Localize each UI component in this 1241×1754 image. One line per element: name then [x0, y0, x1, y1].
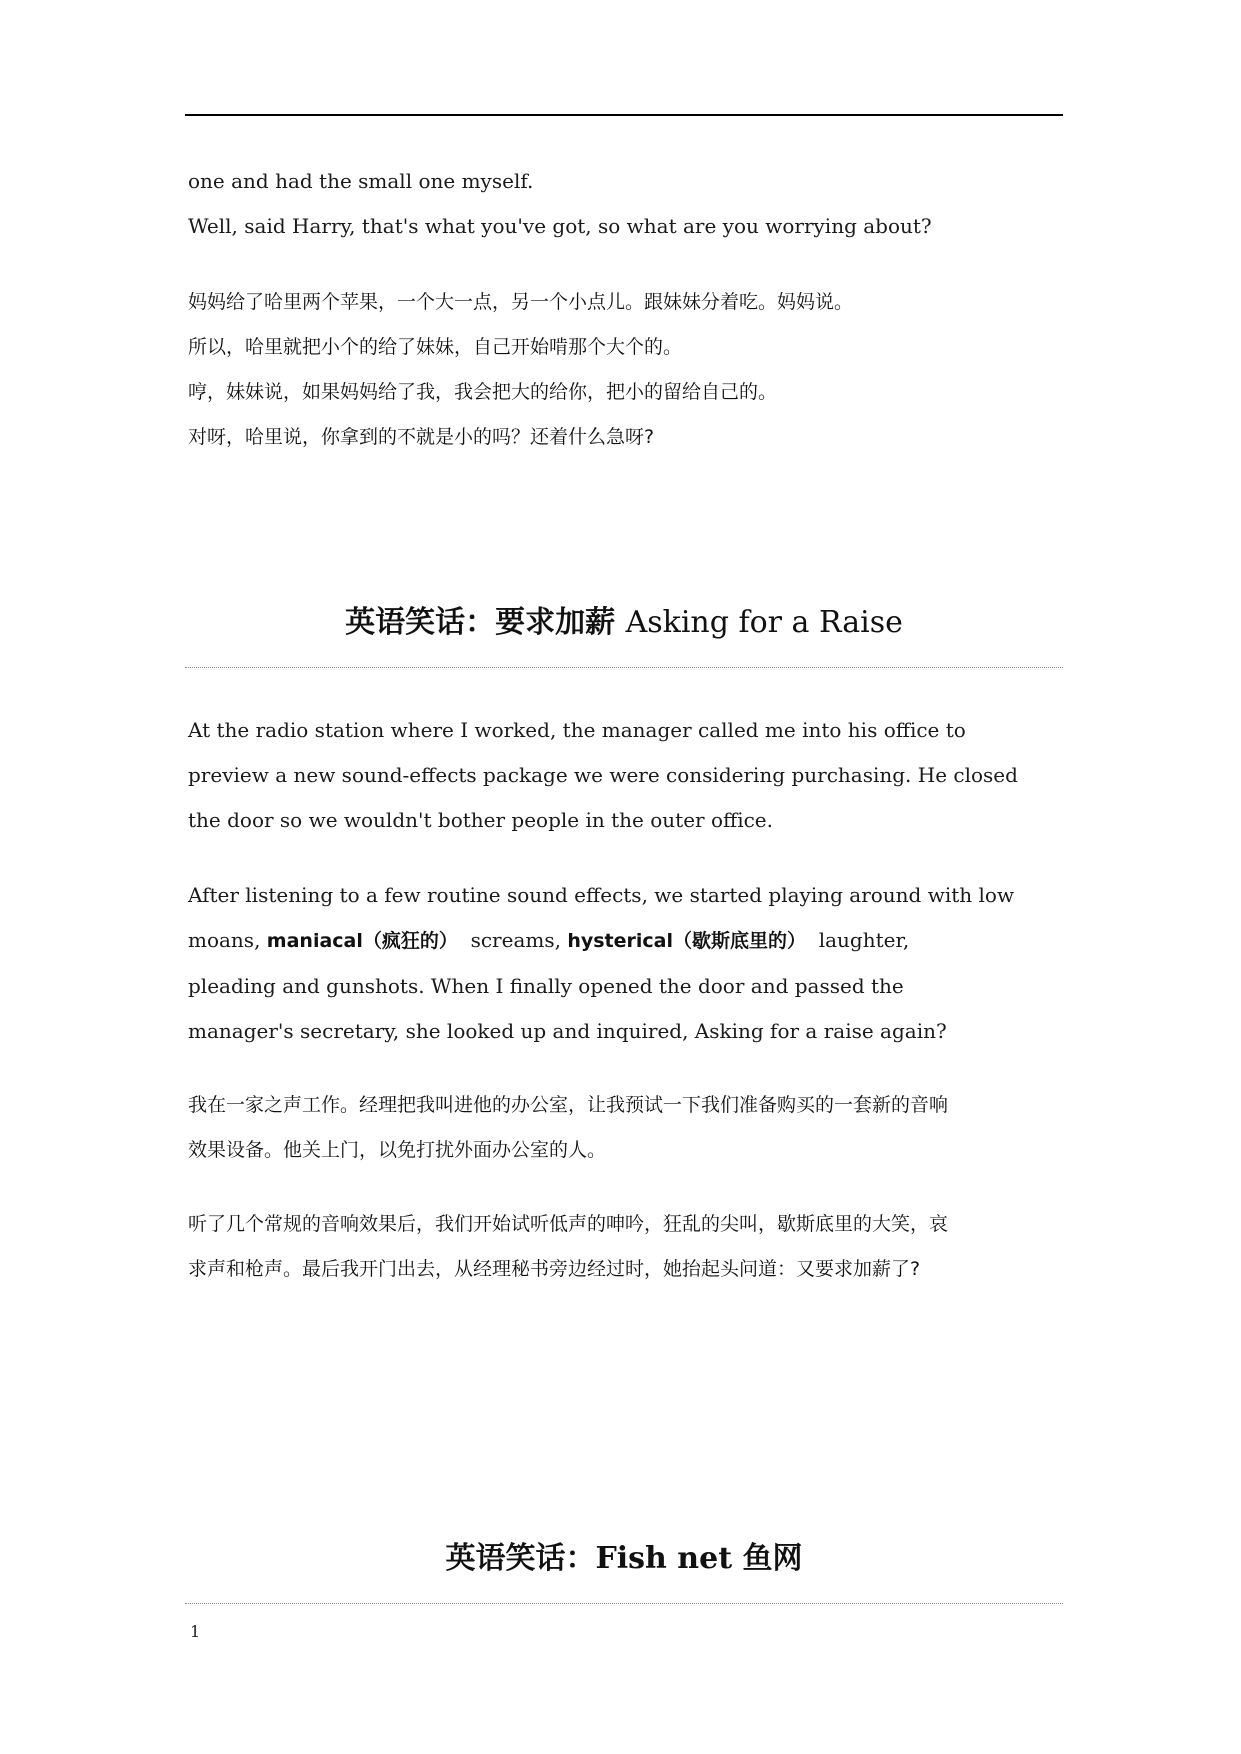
story3-title: 英语笑话：Fish net 鱼网: [445, 1541, 803, 1576]
story2-english-para2: [188, 873, 1068, 1054]
text-fragment: moans,: [188, 928, 267, 952]
heading-rule: [185, 1603, 1063, 1604]
text-line: After listening to a few routine sound effects, we started playing around with low: [188, 883, 1015, 907]
text-line: At the radio station where I worked, the manager called me into his office to: [188, 718, 966, 742]
story2-title-en: Asking for a Raise: [625, 605, 903, 640]
page-number: 1: [190, 1622, 201, 1641]
text-line: 听了几个常规的音响效果后，我们开始试听低声的呻吟，狂乱的尖叫，歇斯底里的大笑，哀: [188, 1213, 949, 1235]
header-rule: [185, 114, 1063, 116]
heading-rule: [185, 667, 1063, 668]
story2-english-para1: [188, 708, 1068, 843]
text-line: one and had the small one myself.: [188, 169, 534, 193]
story2-title: [185, 597, 1063, 641]
text-fragment: screams,: [457, 928, 568, 952]
text-line: 效果设备。他关上门，以免打扰外面办公室的人。: [188, 1139, 607, 1161]
text-line: preview a new sound-effects package we were considering purchasing. He closed: [188, 763, 1018, 787]
text-line: Well, said Harry, that's what you've got, so what are you worrying about?: [188, 214, 932, 238]
text-line: 我在一家之声工作。经理把我叫进他的办公室，让我预试一下我们准备购买的一套新的音响: [188, 1094, 949, 1116]
text-line: 哼，妹妹说，如果妈妈给了我，我会把大的给你，把小的留给自己的。: [188, 381, 778, 403]
text-line: [188, 918, 1068, 964]
text-fragment: laughter,: [806, 928, 910, 952]
story1-english: [188, 159, 1068, 249]
story2-title-zh: 英语笑话：要求加薪: [345, 605, 616, 640]
story1-chinese: [188, 280, 1068, 460]
text-line: 妈妈给了哈里两个苹果，一个大一点，另一个小点儿。跟妹妹分着吃。妈妈说。: [188, 291, 854, 313]
text-line: 对呀，哈里说，你拿到的不就是小的吗？还着什么急呀?: [188, 426, 655, 448]
vocab-term: maniacal（疯狂的）: [266, 930, 458, 952]
vocab-term: hysterical（歇斯底里的）: [567, 930, 806, 952]
story2-chinese-para1: [188, 1083, 1068, 1173]
text-line: manager's secretary, she looked up and inquired, Asking for a raise again?: [188, 1019, 947, 1043]
text-line: pleading and gunshots. When I finally opened the door and passed the: [188, 974, 904, 998]
text-line: the door so we wouldn't bother people in the outer office.: [188, 808, 773, 832]
text-line: 求声和枪声。最后我开门出去，从经理秘书旁边经过时，她抬起头问道：又要求加薪了?: [188, 1258, 921, 1280]
text-line: 所以，哈里就把小个的给了妹妹，自己开始啃那个大个的。: [188, 336, 683, 358]
story2-chinese-para2: [188, 1202, 1068, 1292]
